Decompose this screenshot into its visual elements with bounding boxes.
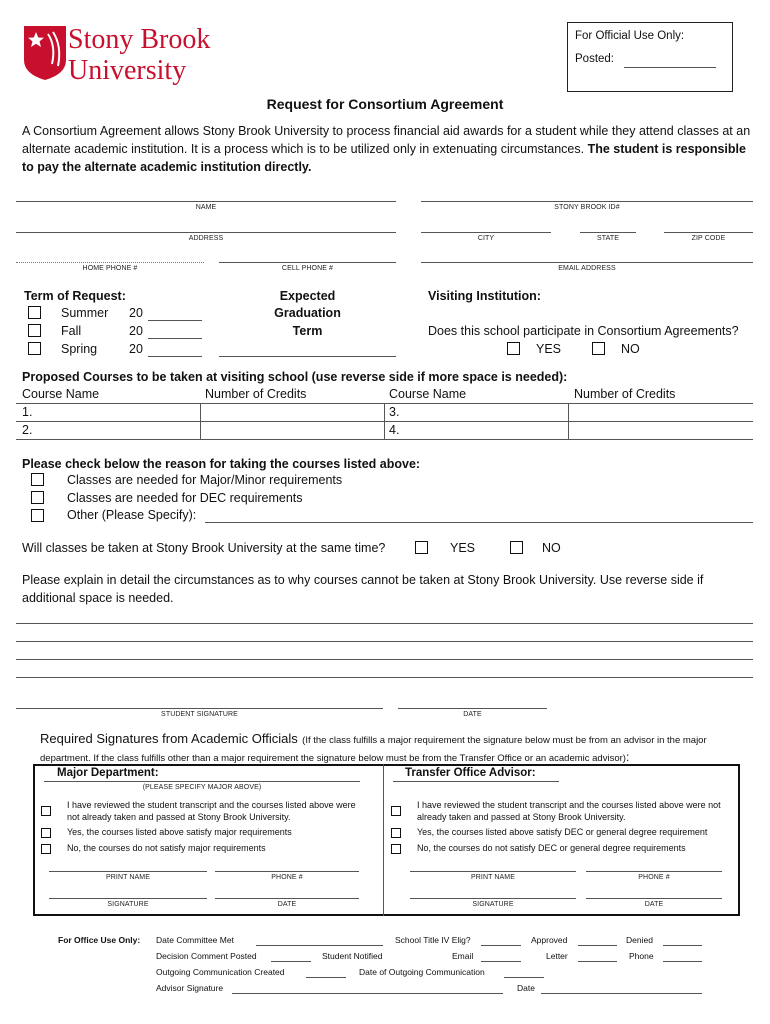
major-dept-line[interactable] <box>44 781 360 782</box>
same-time-no-label: NO <box>542 541 561 555</box>
id-caption: STONY BROOK ID# <box>554 204 620 211</box>
reason-dec-checkbox[interactable] <box>31 491 44 504</box>
transfer-reviewed-2: already taken and passed at Stony Brook University. <box>417 812 626 822</box>
term-fall-year-line[interactable] <box>148 338 202 339</box>
term-summer-checkbox[interactable] <box>28 306 41 319</box>
posted-line[interactable] <box>624 67 716 68</box>
officials-note-1: (If the class fulfills a major requirement the signature below must be from an advisor in the major <box>302 735 707 746</box>
course-col-header-right: Course Name <box>389 387 467 401</box>
consortium-yes-checkbox[interactable] <box>507 342 520 355</box>
reason-dec-label: Classes are needed for DEC requirements <box>67 491 303 505</box>
state-caption: STATE <box>596 235 620 242</box>
cell-phone-line[interactable] <box>219 262 396 263</box>
explain-line-2[interactable] <box>16 641 753 642</box>
office-outgoing-created-label: Outgoing Communication Created <box>156 967 285 977</box>
major-phone-caption: PHONE # <box>271 874 303 881</box>
grad-line3: Term <box>292 324 323 338</box>
credits-col-header-right: Number of Credits <box>574 387 676 401</box>
logo-line1: Stony Brook <box>68 24 211 55</box>
reason-other-line[interactable] <box>205 522 753 523</box>
term-spring-year: 20 <box>129 342 143 356</box>
transfer-print-name-caption: PRINT NAME <box>470 874 516 881</box>
grad-line2: Graduation <box>274 306 341 320</box>
term-fall-label: Fall <box>61 324 82 338</box>
officials-box-divider <box>383 764 384 916</box>
address-caption: ADDRESS <box>188 235 224 242</box>
officials-note-colon: : <box>625 750 630 764</box>
intro-paragraph <box>22 122 752 176</box>
official-posted-label: Posted: <box>575 53 614 65</box>
office-date-outgoing-line[interactable] <box>504 977 544 978</box>
university-logo <box>22 22 222 94</box>
office-date-outgoing-label: Date of Outgoing Communication <box>359 967 485 977</box>
term-summer-year: 20 <box>129 306 143 320</box>
logo-shield-icon <box>22 24 68 82</box>
major-yes-label: Yes, the courses listed above satisfy major requirements <box>67 827 292 837</box>
office-school-title-label: School Title IV Elig? <box>395 935 471 945</box>
explain-prompt: Please explain in detail the circumstances as to why courses cannot be taken at Stony Brook University. Use reverse side if additional space is needed. <box>22 573 704 605</box>
student-signature-line[interactable] <box>16 708 383 709</box>
official-use-title: For Official Use Only: <box>575 30 685 42</box>
office-letter-line[interactable] <box>578 961 617 962</box>
major-reviewed-1: I have reviewed the student transcript and the courses listed above were <box>67 800 356 810</box>
office-date-label: Date <box>517 983 535 993</box>
office-approved-line[interactable] <box>578 945 617 946</box>
major-date-line[interactable] <box>215 898 359 899</box>
consortium-no-label: NO <box>621 342 640 356</box>
explain-line-3[interactable] <box>16 659 753 660</box>
home-phone-caption: HOME PHONE # <box>82 265 138 272</box>
officials-title: Required Signatures from Academic Officials <box>40 731 298 746</box>
office-student-notified-label: Student Notified <box>322 951 383 961</box>
major-signature-caption: SIGNATURE <box>107 901 149 908</box>
office-denied-label: Denied <box>626 935 653 945</box>
transfer-no-checkbox[interactable] <box>391 844 401 854</box>
courses-grid-bottom <box>16 439 753 440</box>
course-row-3[interactable]: 3. <box>389 405 400 419</box>
term-spring-checkbox[interactable] <box>28 342 41 355</box>
email-caption: EMAIL ADDRESS <box>558 265 616 272</box>
same-time-no-checkbox[interactable] <box>510 541 523 554</box>
major-phone-line[interactable] <box>215 871 359 872</box>
major-print-name-line[interactable] <box>49 871 207 872</box>
course-row-2[interactable]: 2. <box>22 423 33 437</box>
student-signature-caption: STUDENT SIGNATURE <box>161 711 238 718</box>
credits-col-header-left: Number of Credits <box>205 387 307 401</box>
officials-heading <box>40 729 740 750</box>
courses-grid-divider-3 <box>568 403 569 439</box>
transfer-print-name-line[interactable] <box>410 871 576 872</box>
office-advisor-sig-label: Advisor Signature <box>156 983 224 993</box>
term-spring-label: Spring <box>61 342 98 356</box>
reason-other-checkbox[interactable] <box>31 509 44 522</box>
office-phone-label: Phone <box>629 951 654 961</box>
major-no-checkbox[interactable] <box>41 844 51 854</box>
reason-major-checkbox[interactable] <box>31 473 44 486</box>
transfer-no-label: No, the courses do not satisfy DEC or general degree requirements <box>417 843 686 853</box>
same-time-yes-checkbox[interactable] <box>415 541 428 554</box>
student-date-caption: DATE <box>463 711 482 718</box>
same-time-yes-label: YES <box>450 541 476 555</box>
term-fall-year: 20 <box>129 324 143 338</box>
name-caption: NAME <box>195 204 217 211</box>
transfer-reviewed-checkbox[interactable] <box>391 806 401 816</box>
term-summer-label: Summer <box>61 306 109 320</box>
address-line[interactable] <box>16 232 396 233</box>
office-letter-label: Letter <box>546 951 568 961</box>
visiting-title: Visiting Institution: <box>428 289 541 303</box>
course-col-header-left: Course Name <box>22 387 100 401</box>
reasons-title: Please check below the reason for taking the courses listed above: <box>22 457 421 471</box>
office-date-line[interactable] <box>541 993 702 994</box>
same-time-question: Will classes be taken at Stony Brook University at the same time? <box>22 541 386 555</box>
transfer-phone-line[interactable] <box>586 871 722 872</box>
transfer-title: Transfer Office Advisor: <box>405 767 536 779</box>
office-outgoing-created-line[interactable] <box>306 977 346 978</box>
reason-major-label: Classes are needed for Major/Minor requirements <box>67 473 343 487</box>
id-line[interactable] <box>421 201 753 202</box>
email-line[interactable] <box>421 262 753 263</box>
home-phone-line[interactable] <box>16 262 204 263</box>
term-summer-year-line[interactable] <box>148 320 202 321</box>
transfer-yes-label: Yes, the courses listed above satisfy DEC or general degree requirement <box>417 827 708 837</box>
transfer-yes-checkbox[interactable] <box>391 828 401 838</box>
city-line[interactable] <box>421 232 551 233</box>
transfer-title-line[interactable] <box>393 781 559 782</box>
courses-grid-divider-1 <box>200 403 201 439</box>
logo-line2: University <box>68 55 187 86</box>
office-email-line[interactable] <box>481 961 521 962</box>
major-signature-line[interactable] <box>49 898 207 899</box>
course-row-4[interactable]: 4. <box>389 423 400 437</box>
zip-caption: ZIP CODE <box>691 235 726 242</box>
office-decision-comment-label: Decision Comment Posted <box>156 951 257 961</box>
transfer-signature-line[interactable] <box>410 898 576 899</box>
explain-line-4[interactable] <box>16 677 753 678</box>
major-dept-title: Major Department: <box>57 767 159 779</box>
consortium-yes-label: YES <box>536 342 562 356</box>
page-title: Request for Consortium Agreement <box>266 96 504 112</box>
transfer-date-caption: DATE <box>644 901 664 908</box>
grad-line1: Expected <box>279 289 336 303</box>
consortium-question: Does this school participate in Consortium Agreements? <box>428 324 739 338</box>
office-denied-line[interactable] <box>663 945 702 946</box>
transfer-signature-caption: SIGNATURE <box>472 901 514 908</box>
major-reviewed-2: not already taken and passed at Stony Brook University. <box>67 812 291 822</box>
city-caption: CITY <box>477 235 495 242</box>
office-date-committee-line[interactable] <box>256 945 383 946</box>
office-decision-comment-line[interactable] <box>271 961 311 962</box>
major-print-name-caption: PRINT NAME <box>105 874 151 881</box>
major-date-caption: DATE <box>277 901 297 908</box>
officials-note-2: department. If the class fulfills other than a major requirement the signature below must be from the Transfer Office or an academic advisor) <box>40 753 626 764</box>
major-reviewed-checkbox[interactable] <box>41 806 51 816</box>
intro-part2: The student is responsible to pay the alternate academic institution directly. <box>22 142 746 174</box>
student-date-line[interactable] <box>398 708 547 709</box>
consortium-no-checkbox[interactable] <box>592 342 605 355</box>
office-phone-line[interactable] <box>663 961 702 962</box>
transfer-date-line[interactable] <box>586 898 722 899</box>
grad-term-line[interactable] <box>219 356 396 357</box>
courses-grid-divider-2 <box>384 403 385 439</box>
name-line[interactable] <box>16 201 396 202</box>
major-yes-checkbox[interactable] <box>41 828 51 838</box>
term-title: Term of Request: <box>24 289 126 303</box>
intro-part1: A Consortium Agreement allows Stony Brook University to process financial aid awards for a student while they attend classes at an alternate academic institution. It is a process which is to be utilized only in extenuating circumstances. <box>22 124 751 156</box>
transfer-reviewed-1: I have reviewed the student transcript and the courses listed above were not <box>417 800 721 810</box>
state-line[interactable] <box>580 232 636 233</box>
explain-line-1[interactable] <box>16 623 753 624</box>
transfer-phone-caption: PHONE # <box>638 874 670 881</box>
reason-other-label: Other (Please Specify): <box>67 508 197 522</box>
office-school-title-line[interactable] <box>481 945 521 946</box>
major-dept-specify: (PLEASE SPECIFY MAJOR ABOVE) <box>142 784 262 791</box>
term-spring-year-line[interactable] <box>148 356 202 357</box>
office-date-committee-label: Date Committee Met <box>156 935 234 945</box>
office-title: For Office Use Only: <box>58 935 141 945</box>
courses-title: Proposed Courses to be taken at visiting school (use reverse side if more space is needed): <box>22 370 568 384</box>
office-advisor-sig-line[interactable] <box>232 993 503 994</box>
zip-line[interactable] <box>664 232 753 233</box>
term-fall-checkbox[interactable] <box>28 324 41 337</box>
office-approved-label: Approved <box>531 935 568 945</box>
major-no-label: No, the courses do not satisfy major requirements <box>67 843 266 853</box>
cell-phone-caption: CELL PHONE # <box>281 265 334 272</box>
office-email-label: Email <box>452 951 474 961</box>
course-row-1[interactable]: 1. <box>22 405 33 419</box>
